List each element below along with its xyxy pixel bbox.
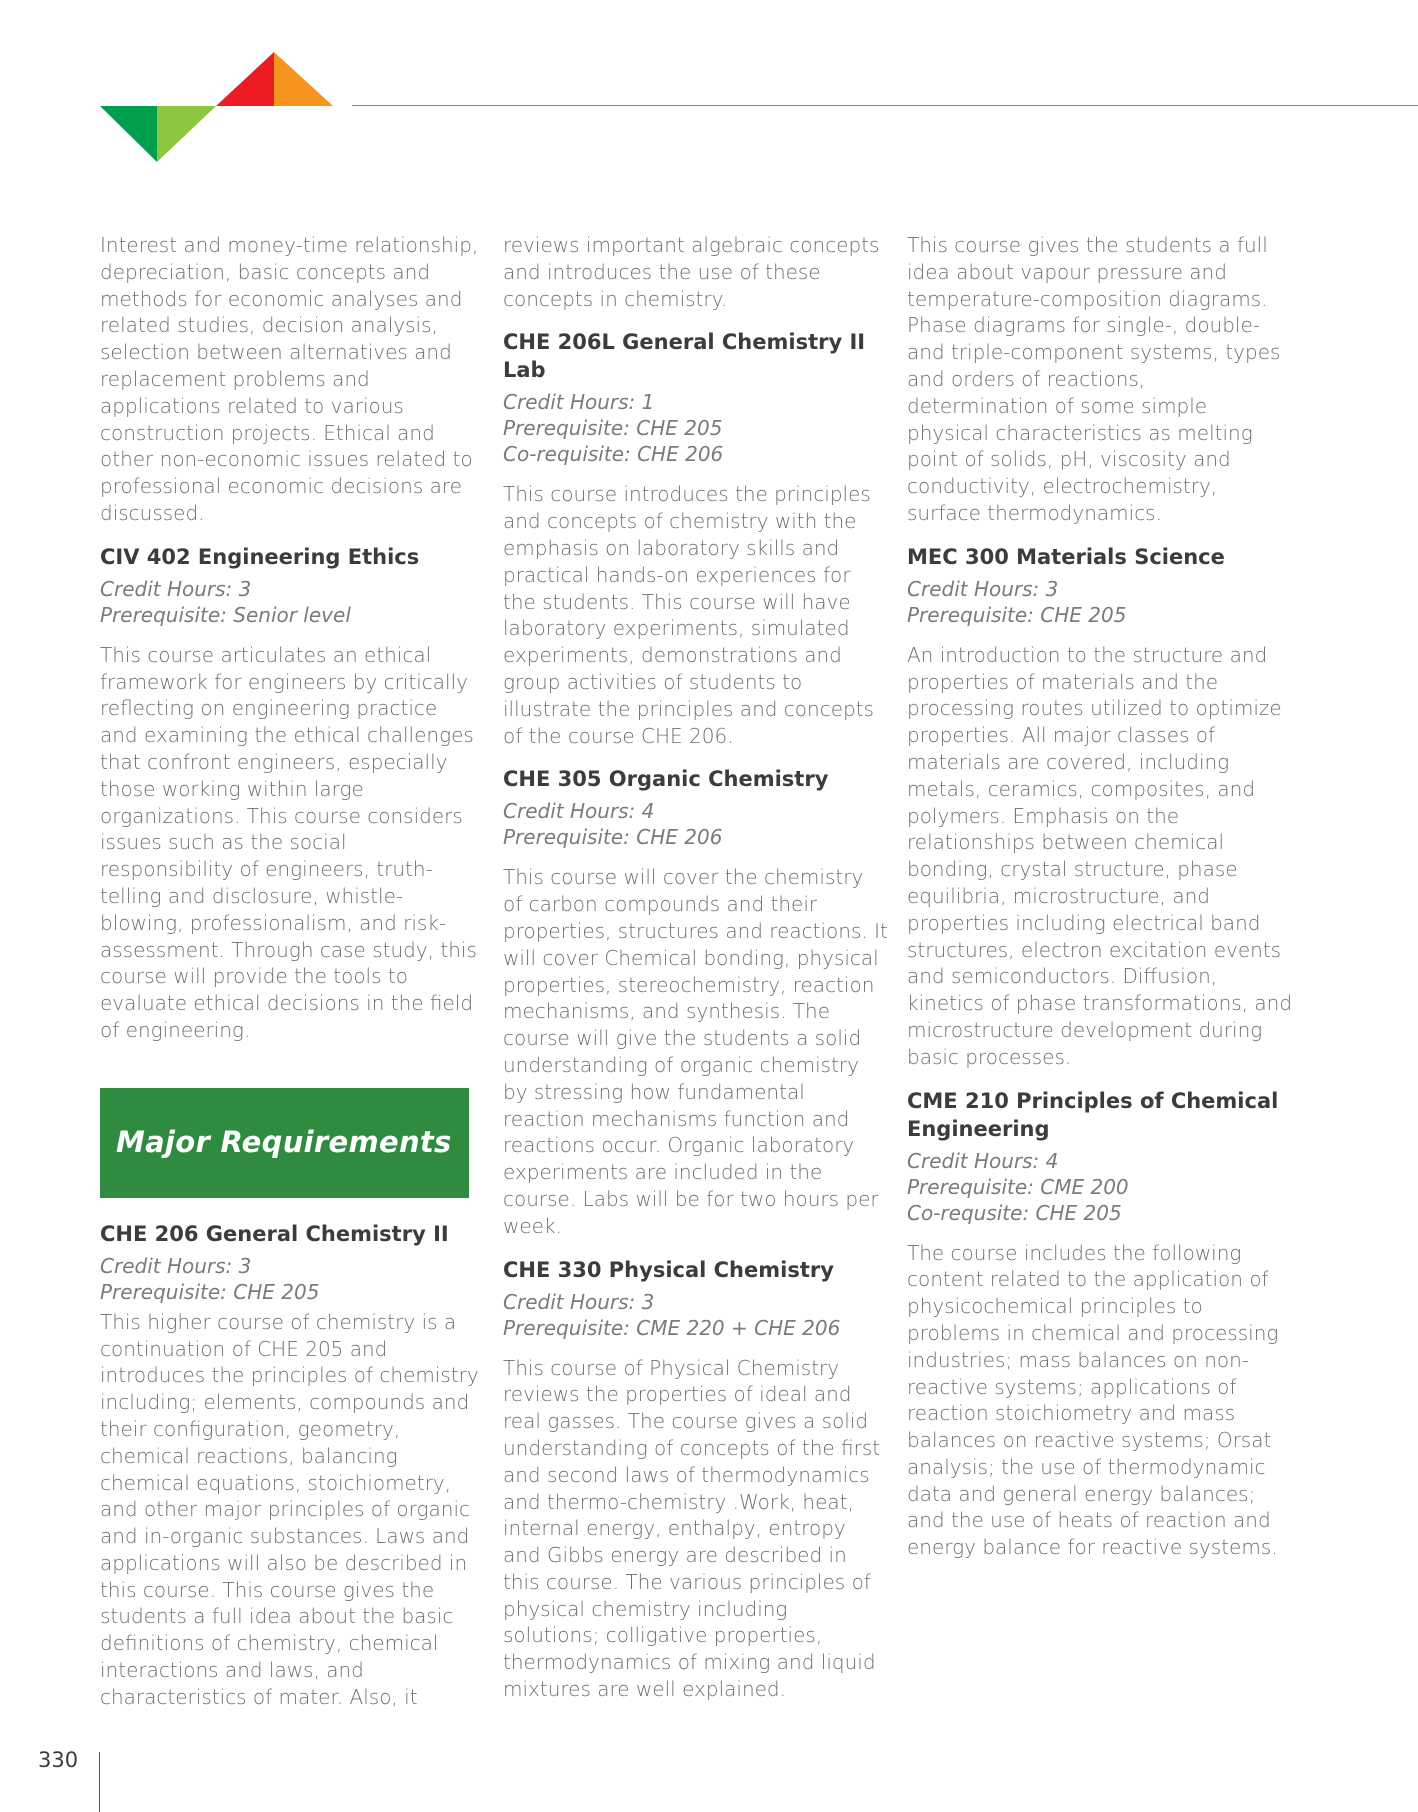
course-title-che330: CHE 330 Physical Chemistry [503,1257,834,1282]
credit-hours: Credit Hours: 4 [907,1148,1059,1173]
prerequisite: Prerequisite: CHE 205 [907,602,1127,627]
course-meta-cme210 [907,1148,1292,1226]
header-rule [352,105,1418,106]
course-description-mec300: An introduction to the structure and properties of materials and the processing routes utilized to optimize properties. All major classes of materials are covered, including metals, ceramics, composites, and polymers. Emphasis on the relationships between chemical bonding, crystal structure, phase equilibria, microstructure, and properties including electrical band structures, electron excitation events and semiconductors. Diffusion, kinetics of phase transformations, and microstructure development during basic processes. [907,642,1293,1069]
course-description-che305: This course will cover the chemistry of carbon compounds and their properties, structures and reactions. It will cover Chemical bonding, physical properties, stereochemistry, reaction mechanisms, and synthesis. The course will give the students a solid understanding of organic chemistry by stressing how fundamental reaction mechanisms function and reactions occur. Organic laboratory experiments are included in the course. Labs will be for two hours per week. [503,865,888,1238]
course-meta-mec300 [907,576,1292,628]
column-1 [100,232,480,1711]
credit-hours: Credit Hours: 3 [503,1289,655,1314]
continued-text: reviews important algebraic concepts and introduces the use of these concepts in chemistry. [503,233,880,311]
credit-hours: Credit Hours: 1 [503,390,655,415]
continued-text: This course gives the students a full idea about vapour pressure and temperature-composition diagrams. Phase diagrams for single-, double- and triple-component systems, types and orders of reactions, determination of some simple physical characteristics as melting point of solids, pH, viscosity and conductivity, electrochemistry, surface thermodynamics. [907,233,1281,525]
continued-text: Interest and money-time relationship, depreciation, basic concepts and methods for economic analyses and related studies, decision analysis, selection between alternatives and replacement problems and applications related to various construction projects. Ethical and other non-economic issues related to professional economic decisions are discussed. [100,233,479,525]
prerequisite: Prerequisite: CME 220 + CHE 206 [503,1315,841,1340]
credit-hours: Credit Hours: 3 [907,576,1059,601]
course-description-cme210: The course includes the following content related to the application of physicochemical principles to problems in chemical and processing industries; mass balances on non-reactive systems; applications of reaction stoichiometry and mass balances on reactive systems; Orsat analysis; the use of thermodynamic data and general energy balances; and the use of heats of reaction and energy balance for reactive systems. [907,1240,1279,1560]
prerequisite: Prerequisite: Senior level [100,602,351,627]
logo-dark-green-triangle [100,106,157,162]
course-description-che330: This course of Physical Chemistry reviews the properties of ideal and real gasses. The course gives a solid understanding of concepts of the first and second laws of thermodynamics and thermo-chemistry .Work, heat, internal energy, enthalpy, entropy and Gibbs energy are described in this course. The various principles of physical chemistry including solutions; colligative properties, thermodynamics of mixing and liquid mixtures are well explained. [503,1355,881,1702]
course-title-civ402: CIV 402 Engineering Ethics [100,544,420,569]
prerequisite: Prerequisite: CHE 205 [100,1279,320,1304]
logo-light-green-triangle [157,106,216,162]
section-banner [100,1088,469,1198]
logo-orange-triangle [274,52,333,106]
footer-rule [99,1752,100,1812]
course-meta-che206 [100,1253,480,1305]
course-title-che206: CHE 206 General Chemistry II [100,1221,449,1246]
course-description-che206: This higher course of chemistry is a continuation of CHE 205 and introduces the principles of chemistry including; elements, compounds and their configuration, geometry, chemical reactions, balancing chemical equations, stoichiometry, and other major principles of organic and in-organic substances. Laws and applications will also be described in this course. This course gives the students a full idea about the basic definitions of chemistry, chemical interactions and laws, and characteristics of mater. Also, it [100,1309,479,1709]
section-title: Major Requirements [116,1125,452,1160]
course-description-che206l: This course introduces the principles and concepts of chemistry with the emphasis on laboratory skills and practical hands-on experiences for the students. This course will have laboratory experiments, simulated experiments, demonstrations and group activities of students to illustrate the principles and concepts of the course CHE 206. [503,482,874,748]
credit-hours: Credit Hours: 4 [503,799,655,824]
course-title-che206l: CHE 206L General Chemistry II Lab [503,330,866,383]
course-meta-che305 [503,798,888,850]
course-title-cme210: CME 210 Principles of Chemical Engineering [907,1088,1279,1141]
corequisite: Co-requisite: CHE 206 [503,442,724,467]
university-logo [98,50,338,164]
course-meta-che330 [503,1289,888,1341]
credit-hours: Credit Hours: 3 [100,576,252,601]
course-title-mec300: MEC 300 Materials Science [907,544,1225,569]
course-meta-che206l [503,389,888,467]
column-3 [907,232,1292,1561]
course-meta-civ402 [100,576,480,628]
corequisite: Co-requsite: CHE 205 [907,1200,1122,1225]
prerequisite: Prerequisite: CME 200 [907,1174,1129,1199]
prerequisite: Prerequisite: CHE 206 [503,825,723,850]
page-number: 330 [38,1748,79,1772]
logo-red-triangle [216,52,274,106]
course-description-civ402: This course articulates an ethical framework for engineers by critically reflecting on engineering practice and examining the ethical challenges that confront engineers, especially those working within large organizations. This course considers issues such as the social responsibility of engineers, truth-telling and disclosure, whistle-blowing, professionalism, and risk-assessment. Through case study, this course will provide the tools to evaluate ethical decisions in the field of engineering. [100,642,477,1042]
course-title-che305: CHE 305 Organic Chemistry [503,767,829,792]
column-2 [503,232,888,1703]
credit-hours: Credit Hours: 3 [100,1253,252,1278]
prerequisite: Prerequisite: CHE 205 [503,416,723,441]
